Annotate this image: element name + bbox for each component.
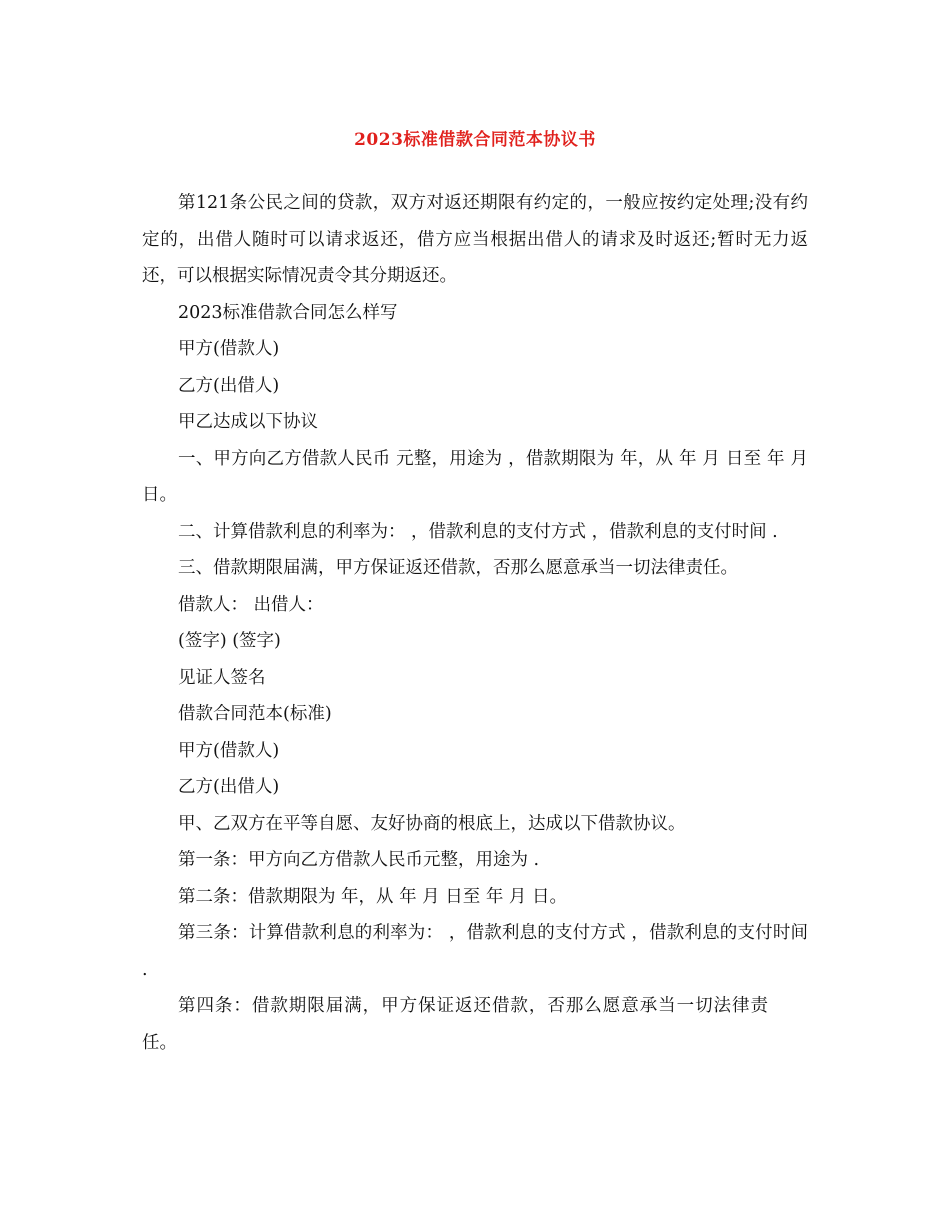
paragraph-article-1: 第一条：甲方向乙方借款人民币元整，用途为 . bbox=[178, 850, 540, 870]
paragraph-subtitle: 2023标准借款合同怎么样写 bbox=[178, 302, 398, 323]
paragraph-article-2: 第二条：借款期限为 年，从 年 月 日至 年 月 日。 bbox=[178, 886, 567, 907]
paragraph-clause-2: 二、计算借款利息的利率为： ，借款利息的支付方式 ，借款利息的支付时间 . bbox=[178, 521, 778, 542]
paragraph-signature-labels: (签字) (签字) bbox=[178, 631, 281, 651]
document-title: 2023标准借款合同范本协议书 bbox=[354, 130, 596, 150]
paragraph-witness: 见证人签名 bbox=[178, 667, 266, 688]
paragraph-agreement-intro: 甲乙达成以下协议 bbox=[178, 412, 318, 432]
paragraph-party-a: 甲方(借款人) bbox=[178, 339, 280, 359]
paragraph-party-b-2: 乙方(出借人) bbox=[178, 777, 280, 797]
paragraph-party-b: 乙方(出借人) bbox=[178, 375, 280, 396]
paragraph-signatories: 借款人： 出借人： bbox=[178, 594, 324, 615]
paragraph-article-121: 第121条公民之间的贷款，双方对返还期限有约定的，一般应按约定处理;没有约定的，出借人随时可以请求返还，借方应当根据出借人的请求及时返还;暂时无力返还，可以根据实际情况责令其分期返还。 bbox=[142, 193, 808, 286]
paragraph-clause-3: 三、借款期限届满，甲方保证返还借款，否那么愿意承当一切法律责任。 bbox=[178, 558, 738, 578]
document-body bbox=[142, 185, 808, 1061]
paragraph-preamble: 甲、乙双方在平等自愿、友好协商的根底上，达成以下借款协议。 bbox=[178, 813, 686, 834]
paragraph-clause-1: 一、甲方向乙方借款人民币 元整，用途为 ，借款期限为 年，从 年 月 日至 年 月 日。 bbox=[142, 448, 808, 505]
paragraph-party-a-2: 甲方(借款人) bbox=[178, 740, 280, 761]
paragraph-template-heading: 借款合同范本(标准) bbox=[178, 704, 332, 724]
paragraph-article-4: 第四条：借款期限届满，甲方保证返还借款，否那么愿意承当一切法律责任。 bbox=[142, 996, 768, 1053]
paragraph-article-3: 第三条：计算借款利息的利率为： ，借款利息的支付方式 ，借款利息的支付时间 . bbox=[142, 923, 808, 980]
